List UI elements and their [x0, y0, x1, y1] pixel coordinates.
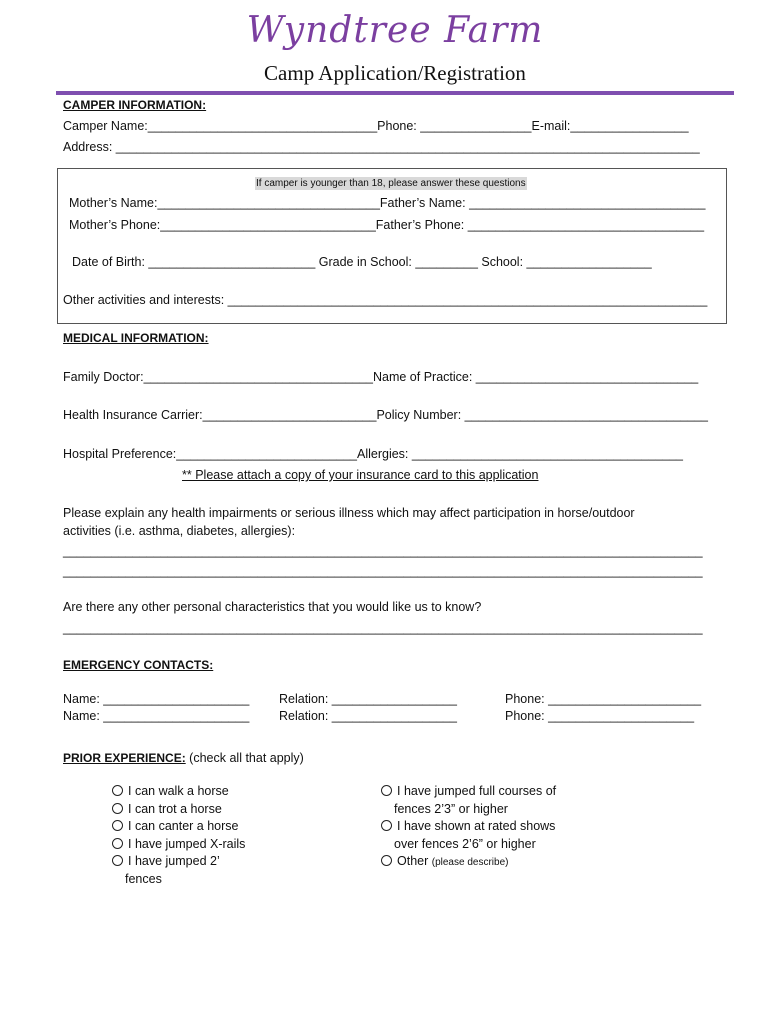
health-question-line2: activities (i.e. asthma, diabetes, allergies):: [63, 524, 296, 538]
activities-field[interactable]: Other activities and interests: _____________________________________________________________________: [63, 293, 708, 307]
radio-icon[interactable]: [112, 785, 123, 796]
other-describe-note: (please describe): [431, 857, 509, 868]
option-canter[interactable]: I can canter a horse: [112, 819, 238, 833]
option-rated-shows-cont: over fences 2’6” or higher: [394, 837, 536, 851]
emergency-section-heading: EMERGENCY CONTACTS:: [63, 658, 214, 672]
characteristics-question: Are there any other personal characteristics that you would like us to know?: [63, 600, 482, 614]
radio-icon[interactable]: [112, 855, 123, 866]
prior-experience-instruction: (check all that apply): [185, 751, 304, 765]
health-answer-line-2[interactable]: ____________________________________________________________________________________________: [63, 564, 703, 578]
camper-section-heading: CAMPER INFORMATION:: [63, 98, 207, 112]
header-divider: [56, 91, 734, 95]
option-other[interactable]: Other (please describe): [381, 854, 508, 868]
dob-grade-school-fields[interactable]: Date of Birth: ________________________ Grade in School: _________ School: __________________: [72, 255, 652, 269]
option-full-courses[interactable]: I have jumped full courses of: [381, 784, 556, 798]
radio-icon[interactable]: [112, 820, 123, 831]
parent-phone-fields[interactable]: Mother’s Phone:_______________________________Father’s Phone: __________________________________: [69, 218, 705, 232]
doctor-practice-fields[interactable]: Family Doctor:_________________________________Name of Practice: ________________________________: [63, 370, 699, 384]
medical-section-heading: MEDICAL INFORMATION:: [63, 331, 209, 345]
emergency-name-1[interactable]: Name: _____________________: [63, 692, 250, 706]
option-walk[interactable]: I can walk a horse: [112, 784, 229, 798]
health-question-line1: Please explain any health impairments or serious illness which may affect participation in horse/outdoor: [63, 506, 635, 520]
radio-icon[interactable]: [381, 785, 392, 796]
camper-name-phone-email-field[interactable]: Camper Name:_________________________________Phone: ________________E-mail:_________________: [63, 119, 689, 133]
emergency-relation-2[interactable]: Relation: __________________: [279, 709, 457, 723]
farm-logo: Wyndtree Farm: [246, 10, 544, 51]
radio-icon[interactable]: [381, 820, 392, 831]
emergency-relation-1[interactable]: Relation: __________________: [279, 692, 457, 706]
radio-icon[interactable]: [112, 838, 123, 849]
option-trot[interactable]: I can trot a horse: [112, 802, 222, 816]
emergency-phone-2[interactable]: Phone: _____________________: [505, 709, 695, 723]
emergency-name-2[interactable]: Name: _____________________: [63, 709, 250, 723]
option-rated-shows[interactable]: I have shown at rated shows: [381, 819, 555, 833]
option-x-rails[interactable]: I have jumped X-rails: [112, 837, 245, 851]
option-jumped-2ft-cont: fences: [125, 872, 162, 886]
characteristics-answer-line[interactable]: ____________________________________________________________________________________________: [63, 621, 703, 635]
radio-icon[interactable]: [381, 855, 392, 866]
prior-experience-title: PRIOR EXPERIENCE:: [63, 751, 186, 765]
insurance-card-note: ** Please attach a copy of your insurance card to this application: [182, 468, 539, 482]
health-answer-line-1[interactable]: ____________________________________________________________________________________________: [63, 544, 703, 558]
address-field[interactable]: Address: ____________________________________________________________________________________: [63, 140, 700, 154]
radio-icon[interactable]: [112, 803, 123, 814]
prior-experience-heading: [63, 751, 304, 765]
hospital-allergies-fields[interactable]: Hospital Preference:__________________________Allergies: _______________________________________: [63, 447, 684, 461]
option-full-courses-cont: fences 2’3” or higher: [394, 802, 508, 816]
parent-name-fields[interactable]: Mother’s Name:________________________________Father’s Name: __________________________________: [69, 196, 706, 210]
emergency-phone-1[interactable]: Phone: ______________________: [505, 692, 702, 706]
insurance-policy-fields[interactable]: Health Insurance Carrier:_________________________Policy Number: ___________________________________: [63, 408, 708, 422]
minor-note: If camper is younger than 18, please answer these questions: [256, 178, 526, 189]
form-title: Camp Application/Registration: [264, 61, 526, 85]
option-jumped-2ft[interactable]: I have jumped 2’: [112, 854, 220, 868]
